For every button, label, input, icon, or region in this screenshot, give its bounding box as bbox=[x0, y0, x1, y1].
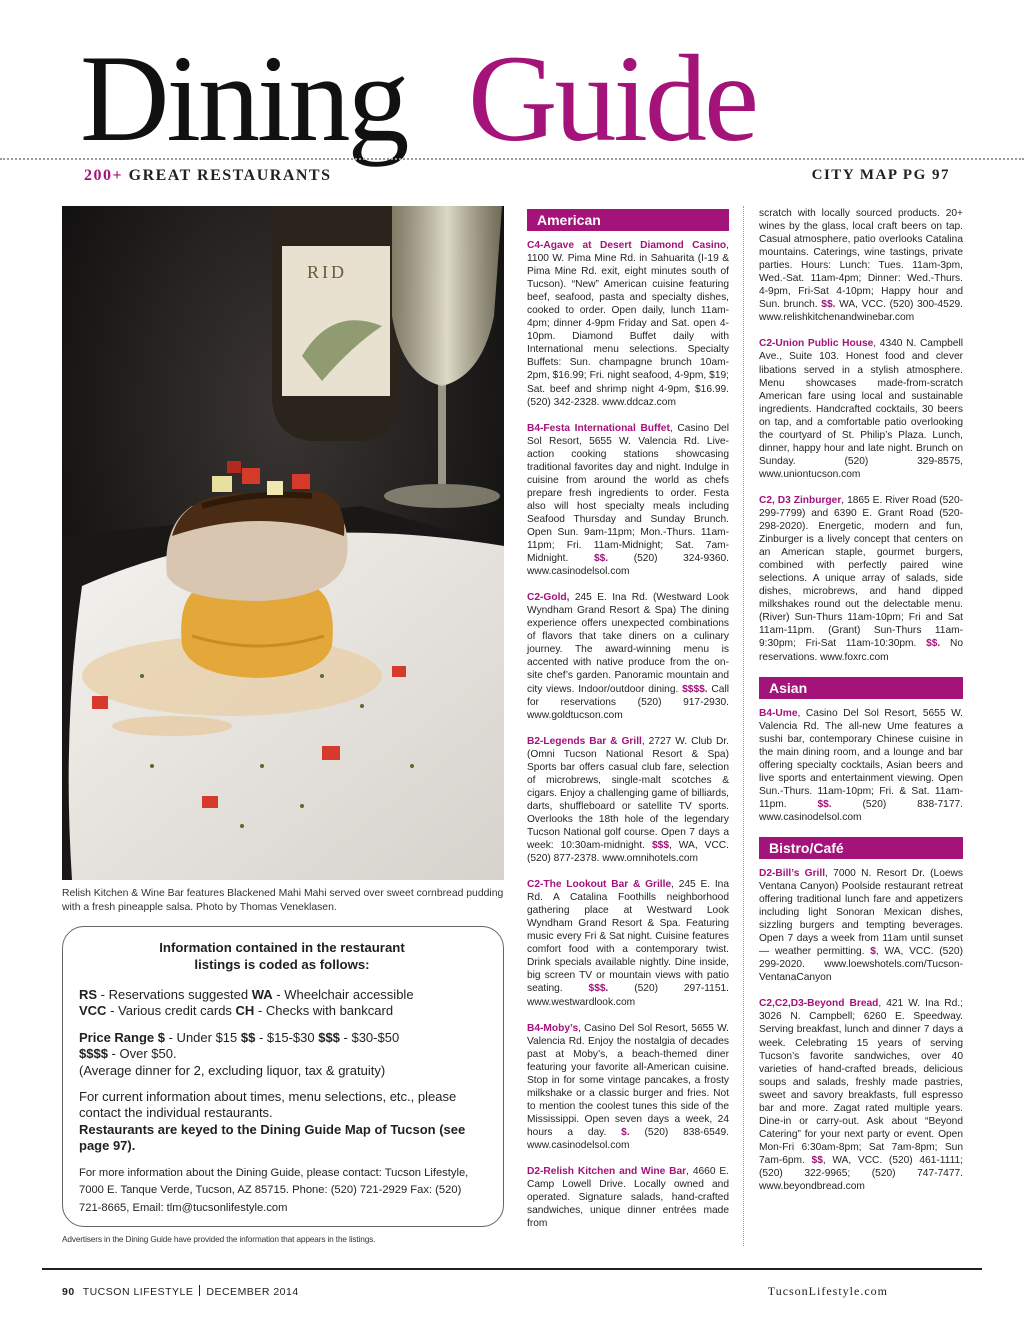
listing-text: 245 E. Ina Rd. (Westward Look Wyndham Grand Resort & Spa) The dining experience offers unexpected combinations of flavors that take diners on a culinary journey. The award-winning menu is accented with native produce from the on-site chef’s garden. Panoramic mountain and city views. Indoor/outdoor dining. bbox=[527, 592, 729, 695]
listing-price: $ bbox=[870, 946, 876, 958]
listing-text-2: (520) 297-1151. www.westwardlook.com bbox=[527, 983, 729, 1008]
listing-price: $$$ bbox=[651, 840, 669, 852]
listing-relish bbox=[527, 1165, 729, 1230]
listing-name: D2-Bill’s Grill bbox=[759, 867, 826, 879]
subtitle-text: GREAT RESTAURANTS bbox=[128, 167, 332, 184]
magazine-name: TUCSON LIFESTYLE bbox=[82, 1286, 194, 1298]
listing-text: , 4340 N. Campbell Ave., Suite 103. Honest food and clever libations served in a stylish atmosphere. Menu showcases made-from-scratch American fare using local and sustainable ingredients. Handcrafted cocktails, 30 beers on tap, and a comfortable patio overlooking the courtyard of St. Philip’s Plaza. Lunch, dinner, happy hour and late night. Brunch on Sunday. (520) 329-8575, www.uniontucson.com bbox=[759, 338, 963, 480]
listing-text-2: (520) 324-9360. www.casinodelsol.com bbox=[527, 553, 730, 578]
footer-separator bbox=[199, 1285, 200, 1296]
price-3-text: - $30-$50 bbox=[339, 1029, 400, 1045]
page-number: 90 bbox=[62, 1286, 75, 1298]
listing-text: , Casino Del Sol Resort, 5655 W. Valencia Rd. Live-action cooking stations showcasing traditional favorites day and night. Indulge in cuisine from around the world as chefs prepare fresh ingredients to order. Festa also will host specialty meals including Seafood Thursday and Sunday Brunch. Open Sun. 9am-11pm; Mon.-Thurs. 11am-11pm; Fri. 11am-Midnight; Sat. 7am-Midnight. bbox=[527, 422, 729, 565]
listing-text-2: , WA, VCC. (520) 877-2378. www.omnihotels.com bbox=[527, 840, 729, 865]
listing-name: C2,C2,D3-Beyond Bread bbox=[759, 998, 879, 1010]
website-link[interactable]: TucsonLifestyle.com bbox=[767, 1284, 888, 1298]
subtitle-count: 200+ bbox=[84, 167, 124, 184]
listing-union bbox=[759, 337, 963, 481]
listing-name: C4-Agave at Desert Diamond Casino bbox=[527, 240, 727, 251]
listing-text: , 1865 E. River Road (520-299-7799) and 6390 E. Grant Road (520-298-2020). Energetic, modern and fun, Zinburger is a lively concept that centers on an American staple, gourmet burgers, combined with perfectly paired wine selections. A unique array of salads, side dishes, microbrews, and hand dipped milkshakes round out the delectable menu. (River) Sun-Thurs 11am-10pm; Fri and Sat 11am-11pm. (Grant) Sun-Thurs 11am-9:30pm; Fri-Sat 11am-10:30pm. bbox=[759, 494, 964, 650]
category-bistro-cafe: Bistro/Café bbox=[759, 837, 963, 859]
listing-ume bbox=[759, 707, 963, 824]
price-range-paragraph bbox=[79, 1030, 485, 1079]
listing-text-2: Call for reservations (520) 917-2930. www.goldtucson.com bbox=[527, 683, 729, 721]
listing-text-2: WA, VCC. (520) 300-4529. www.relishkitchenandwinebar.com bbox=[759, 299, 963, 324]
listing-name: B4-Ume bbox=[759, 707, 798, 719]
listing-legends bbox=[527, 735, 729, 865]
price-range-label: Price Range $ bbox=[79, 1029, 165, 1045]
listing-text: , Casino Del Sol Resort, 5655 W. Valencia Rd. Enjoy the nostalgia of decades past at Moby’s, a beach-themed diner featuring your favorite all-American cuisine. Stop in for some vintage pancakes, a frosty milkshake or a classic burger and fries. Not to mention the coolest tunes this side of the Mississippi. Open seven days a week, 24 hours a day. bbox=[527, 1022, 729, 1138]
category-asian: Asian bbox=[759, 677, 963, 699]
issue-date: DECEMBER 2014 bbox=[206, 1286, 299, 1298]
listing-price: $$. bbox=[926, 638, 941, 650]
current-info-text: For current information about times, menu selections, etc., please contact the individual restaurants. bbox=[79, 1089, 457, 1121]
photo-caption: Relish Kitchen & Wine Bar features Blackened Mahi Mahi served over sweet cornbread pudding with a fresh pineapple salsa. Photo by Thomas Veneklasen. bbox=[62, 888, 504, 913]
legend-heading bbox=[79, 939, 485, 973]
listing-text-2: , WA, VCC. (520) 299-2020. www.loewshotels.com/Tucson-VentanaCanyon bbox=[759, 946, 963, 984]
listing-text-2: , WA, VCC. (520) 461-1111; (520) 322-9965; (520) 747-7477. www.beyondbread.com bbox=[759, 1154, 963, 1193]
title-guide: Guide bbox=[468, 30, 757, 167]
listing-agave bbox=[527, 239, 729, 409]
category-american: American bbox=[527, 209, 729, 231]
listing-bills-grill bbox=[759, 867, 963, 984]
code-ch-text: - Checks with bankcard bbox=[254, 1003, 394, 1019]
legend-heading-line-2: listings is coded as follows: bbox=[194, 957, 370, 972]
listing-text: , 2727 W. Club Dr. (Omni Tucson National Resort & Spa) Sports bar offers casual club fare, selection of microbrews, single-malt scotches & cigars. Enjoy a challenging game of billiards, darts, shuffleboard or satellite TV sports. Overlooks the 18th hole of the legendary Tucson National golf course. Open 7 days a week: 10:30am-midnight. bbox=[527, 735, 729, 852]
listing-price: $$$. bbox=[588, 983, 609, 995]
listing-mobys bbox=[527, 1022, 729, 1152]
price-2-text: - $15-$30 bbox=[255, 1029, 319, 1045]
listing-name: C2-Gold, bbox=[527, 592, 570, 604]
food-photo bbox=[62, 206, 504, 880]
more-info-text: For more information about the Dining Guide, please contact: Tucson Lifestyle, 7000 E. Tanque Verde, Tucson, AZ 85715. Phone: (520) 721-2929 Fax: (520) 721-8665, Email: tlm@tucsonlifestyle.com bbox=[79, 1166, 469, 1214]
listings-column-2 bbox=[759, 207, 963, 1206]
listings-column-1 bbox=[527, 209, 729, 1243]
code-rs-text: - Reservations suggested bbox=[97, 987, 252, 1002]
listing-name: B2-Legends Bar & Grill bbox=[527, 735, 642, 747]
code-ch: CH bbox=[235, 1003, 255, 1019]
keyed-to-map-text: Restaurants are keyed to the Dining Guide Map of Tucson (see page 97). bbox=[79, 1121, 466, 1154]
listing-price: $$. bbox=[821, 299, 836, 311]
code-wa: WA bbox=[251, 987, 273, 1002]
listing-zinburger bbox=[759, 494, 963, 664]
bottle-label-text: RID bbox=[307, 262, 347, 282]
listing-text: , Casino Del Sol Resort, 5655 W. Valencia Rd. The all-new Ume features a sushi bar, contemporary Chinese cuisine in the main dining room, and a lounge and bar offering specialty cocktails, Asian beers and live sports and entertainment viewing. Open Sun.-Thurs. 11am-10pm; Fri. & Sat. 11am-11pm. bbox=[759, 707, 963, 810]
listing-relish-continued bbox=[759, 207, 963, 324]
column-divider bbox=[743, 206, 744, 1246]
price-3-code: $$$ bbox=[318, 1029, 340, 1045]
listing-text: , 7000 N. Resort Dr. (Loews Ventana Canyon) Poolside restaurant retreat offering traditional lunch fare and appetizers including light Sonoran Mexican dishes, sizzling burgers and tempting beverages. Open 7 days a week from 11am until sunset — weather permitting. bbox=[759, 867, 963, 958]
listing-text: , 1100 W. Pima Mine Rd. in Sahuarita (I-19 & Pima Mine Rd. exit, eight minutes south of Tucson). “New” American cuisine featuring beef, seafood, pasta and specialty dishes, cooked to order. Open daily, lunch 11am-4pm; dinner 4-9pm Friday and Sat. open 4-10pm. Diamond Buffet daily with International menu selections. Specialty Buffets: Sun. champagne brunch 10am-2pm, $16.99; Fri. night seafood, 4-9pm, $19; Sat. beef and shrimp night 4-9pm, $16.99. (520) 342-2328. www.ddcaz.com bbox=[527, 240, 729, 408]
price-4-text: - Over $50. bbox=[107, 1046, 177, 1062]
contact-paragraph bbox=[79, 1089, 485, 1155]
price-2-code: $$ bbox=[240, 1029, 256, 1045]
city-map-reference: CITY MAP PG 97 bbox=[811, 167, 950, 183]
price-4-code: $$$$ bbox=[79, 1046, 108, 1062]
listing-price: $. bbox=[621, 1126, 630, 1138]
listing-text-2: No reservations. www.foxrc.com bbox=[759, 638, 963, 663]
listing-price: $$. bbox=[817, 798, 832, 810]
listing-name: C2, D3 Zinburger bbox=[759, 494, 842, 506]
price-note: (Average dinner for 2, excluding liquor, tax & gratuity) bbox=[79, 1062, 386, 1078]
code-rs: RS bbox=[79, 987, 98, 1002]
listing-price: $$$$. bbox=[682, 683, 708, 695]
listing-name: C2-Union Public House bbox=[759, 338, 874, 350]
listing-text: , 421 W. Ina Rd.; 3026 N. Campbell; 6260 E. Speedway. Serving breakfast, lunch and dinner 7 days a week. Celebrating 15 years of serving Tucson’s favorite sandwiches, over 40 varieties of hand-crafted breads, delicious soups and salads, freshly made pastries, sweet and savory breakfasts, full espresso bar and more. Zagat rated multiple years. Dine-in or carry-out. Ask about “Beyond Catering” for your next party or event. Open Mon-Fri 6:30am-8pm; Sat 7am-8pm; Sun 7am-6pm. bbox=[759, 998, 963, 1166]
advertisers-note: Advertisers in the Dining Guide have provided the information that appears in the listings. bbox=[62, 1234, 376, 1244]
listing-text-2: (520) 838-7177. www.casinodelsol.com bbox=[759, 798, 964, 823]
listing-name: D2-Relish Kitchen and Wine Bar bbox=[527, 1166, 687, 1178]
legend-heading-line-1: Information contained in the restaurant bbox=[159, 940, 405, 955]
subtitle bbox=[84, 167, 332, 185]
code-wa-text: - Wheelchair accessible bbox=[272, 987, 414, 1002]
listing-name: C2-The Lookout Bar & Grille bbox=[527, 879, 672, 891]
title-dining: Dining bbox=[80, 30, 407, 167]
codes-paragraph bbox=[79, 987, 485, 1020]
legend-box bbox=[62, 926, 504, 1227]
listing-name: B4-Moby’s bbox=[527, 1022, 579, 1034]
footer-folio bbox=[62, 1285, 299, 1298]
listing-festa bbox=[527, 422, 729, 579]
listing-text: , 4660 E. Camp Lowell Drive. Locally owned and operated. Signature salads, hand-crafted sandwiches, unique dinner entrées made from bbox=[527, 1166, 730, 1230]
footer-rule bbox=[42, 1268, 982, 1270]
listing-beyond-bread bbox=[759, 997, 963, 1193]
listing-price: $$. bbox=[593, 553, 609, 565]
listing-price: $$ bbox=[811, 1154, 823, 1166]
code-vcc: VCC bbox=[79, 1003, 107, 1019]
listing-name: B4-Festa International Buffet bbox=[527, 422, 670, 434]
listing-text-2: (520) 838-6549. www.casinodelsol.com bbox=[527, 1126, 730, 1151]
listing-text-continued: scratch with locally sourced products. 20+ wines by the glass, local craft beers on tap. Casual atmosphere, patio overlooks Catalina mountains. Caterings, wine tastings, private parties. Hours: Lunch: Tues. 11am-3pm, Wed.-Sat. 11am-4pm; Dinner: Wed.-Thurs. 4-9pm, Fri-Sat 4-10pm; Happy hour and Sun. brunch. bbox=[759, 208, 963, 311]
listing-text: , 245 E. Ina Rd. A Catalina Foothills neighborhood gathering place at Westward Look Wyndham Grand Resort & Spa. Featuring music every Fri & Sat night. Cuisine features comfort food with a contemporary twist. Drink specials available nightly. Dine inside, big screen TV or mountain views with patio seating. bbox=[527, 879, 729, 995]
code-vcc-text: - Various credit cards bbox=[106, 1003, 236, 1019]
listing-lookout bbox=[527, 878, 729, 1008]
price-1-text: - Under $15 bbox=[165, 1029, 241, 1045]
header-divider bbox=[0, 158, 1024, 160]
listing-gold bbox=[527, 591, 729, 721]
